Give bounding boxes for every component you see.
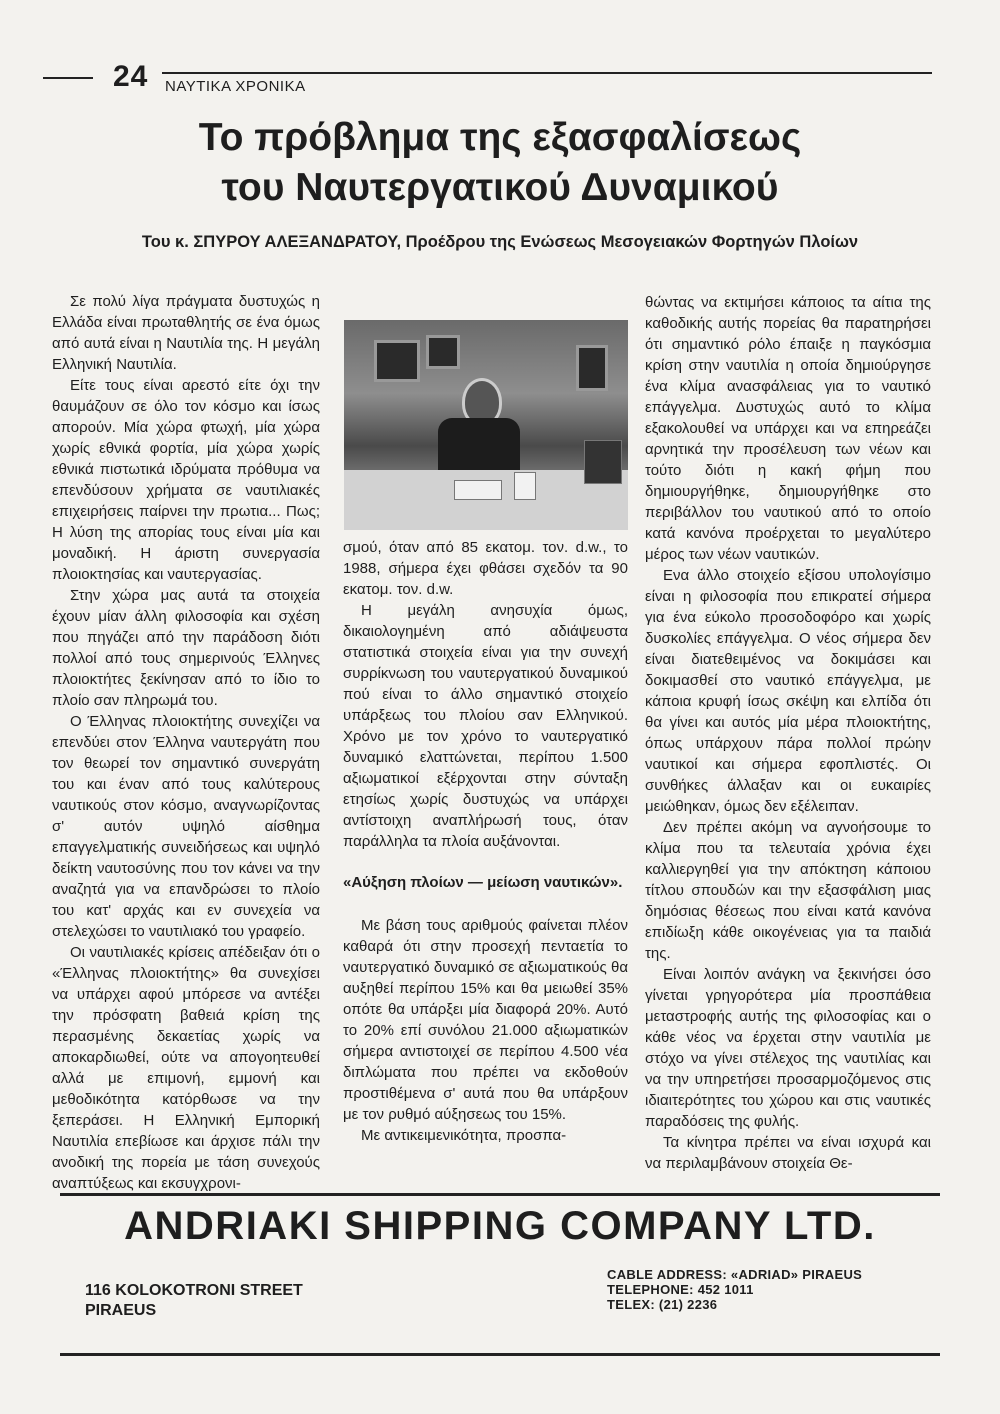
paragraph: Είναι λοιπόν ανάγκη να ξεκινήσει όσο γίνεται γρηγορότερα μία προσπάθεια μεταστροφής αυτής της φιλοσοφίας και ο κάθε νέος να έρχεται στην ναυτιλία με στόχο να γίνει στέλεχος της ναυτιλίας και να την υπηρετήσει προσαρμοζόμενος στις ιδιαιτερότητες του χώρου και στις ναυτικές παραδόσεις της φυλής. <box>645 966 931 1130</box>
article-subheading: «Αύξηση πλοίων — μείωση ναυτικών». <box>343 874 623 891</box>
article-column-2 <box>343 537 628 1146</box>
header-rule-left <box>43 77 93 79</box>
paragraph: Η μεγάλη ανησυχία όμως, δικαιολογημένη από αδιάψευστα στατιστικά στοιχεία είναι για την συνεχή συρρίκνωση του ναυτεργατικού δυναμικού πού είναι το άλλο σημαντικό στοιχείο υπάρξεως του πλοίου σαν Ελληνικού. Χρόνο με τον χρόνο το ναυτεργατικό δυναμικό ελαττώνεται, περίπου 1.500 αξιωματικοί εξέρχονται στην σύνταξη ετησίως χωρίς δυστυχώς να υπάρχει αντίστοιχη αναπλήρωσή τους, όταν παράλληλα τα πλοία αυξάνονται. <box>343 602 628 850</box>
paragraph: Ο Έλληνας πλοιοκτήτης συνεχίζει να επενδύει στον Έλληνα ναυτεργάτη που τον θεωρεί τον σημαντικό συνεργάτη του και έναν από τους καλύτερους ναυτικούς στον κόσμο, αναγνωρίζοντας σ' αυτόν υψηλό αίσθημα επαγγελματικής συνειδήσεως και υψηλό δείκτη ναυτοσύνης που τον κάνει να την αναζητά για να επανδρώσει το πλοίο του κατ' αρχάς και εν συνεχεία να στελεχώσει το ναυτιλιακό του γραφείο. <box>52 713 320 940</box>
advert-bottom-rule <box>60 1353 940 1356</box>
desk-item <box>514 472 536 500</box>
paragraph: Σε πολύ λίγα πράγματα δυστυχώς η Ελλάδα είναι πρωταθλητής σε ένα όμως από αυτά είναι η Ναυτιλία της. Η μεγάλη Ελληνική Ναυτιλία. <box>52 293 320 373</box>
paragraph: Με βάση τους αριθμούς φαίνεται πλέον καθαρά ότι στην προσεχή πενταετία το ναυτεργατικό δυναμικό σε αξιωματικούς θα αυξηθεί περίπου 15% και θα μειωθεί 35% οπότε θα υπάρξει μία διαφορά 20%. Αυτό το 20% επί συνόλου 21.000 αξιωματικών σήμερα αντιστοιχεί σε περίπου 4.500 νέα διπλώματα που πρέπει να εκδοθούν προστιθέμενα σ' αυτά που θα υπάρξουν με τον ρυθμό αύξησεως του 15%. <box>343 917 628 1123</box>
header-rule <box>162 72 932 74</box>
wall-picture <box>426 335 460 369</box>
advert-address <box>85 1281 303 1321</box>
paragraph: θώντας να εκτιμήσει κάποιος τα αίτια της καθοδικής αυτής πορείας θα παρατηρήσει ότι σημαντικό ρόλο έπαιξε η παγκόσμια κρίση στην ναυτιλία η οποία δημιούργησε ένα κλίμα ανασφάλειας για το ναυτικό επάγγελμα. Δυστυχώς αυτό το κλίμα εξακολουθεί να υπάρχει και να επηρεάζει αρνητικά την προσέλευση των νέων και τούτο διότι η κακή φήμη που δημιουργήθηκε, δημιουργήθηκε στο περιβάλλον του ναυτικού από το οποίο κατά κανόνα προέρχεται το μεγαλύτερο μέρος των νέων ναυτικών. <box>645 294 931 563</box>
article-column-1 <box>52 291 320 1194</box>
paragraph: Με αντικειμενικότητα, προσπα- <box>361 1127 567 1144</box>
wall-picture <box>576 345 608 391</box>
desk-item <box>454 480 502 500</box>
paragraph: σμού, όταν από 85 εκατομ. τον. d.w., το 1988, σήμερα έχει φθάσει σχεδόν τα 90 εκατομ. τον. d.w. <box>343 539 628 598</box>
advert-top-rule <box>60 1193 940 1196</box>
advert-city: PIRAEUS <box>85 1302 157 1319</box>
paragraph: Οι ναυτιλιακές κρίσεις απέδειξαν ότι ο «Έλληνας πλοιοκτήτης» θα συνεχίσει να υπάρχει αφού μπόρεσε να αντέξει την πρόσφατη βαθειά κρίση της περασμένης δεκαετίας χωρίς να αποκαρδιωθεί, ούτε να απογοητευθεί αλλά με επιμονή, εμμονή και μεθοδικότητα κατόρθωσε να την ξεπεράσει. Η Ελληνική Εμπορική Ναυτιλία επεβίωσε και άρχισε πάλι την ανοδική της πορεία με τάση συνεχούς αναπτύξεως και εκσυγχρονι- <box>52 944 320 1192</box>
article-title-line-1: Το πρόβλημα της εξασφαλίσεως <box>198 116 802 159</box>
photo-frame <box>584 440 622 484</box>
paragraph: Ενα άλλο στοιχείο εξίσου υπολογίσιμο είναι η φιλοσοφία που επικρατεί σήμερα για ένα εύκολο προσοδοφόρο και χωρίς δυσκολίες επάγγελμα. Ο νέος σήμερα δεν είναι διατεθειμένος να δοκιμάσει και δοκιμασθεί στο ναυτικό επάγγελμα, με κάποια κρυφή ίσως σκέψη και ελπίδα ότι θα γίνει και αυτός μία μέρα πλοιοκτήτης, όπως υπάρχουν πάρα πολλοί πρώην ναυτικοί και σήμερα εφοπλιστές. Οι συνθήκες άλλαξαν και οι ευκαιρίες μειώθηκαν, όμως δεν εξέλειπαν. <box>645 567 931 815</box>
person-body <box>438 418 520 478</box>
wall-picture <box>374 340 420 382</box>
paragraph: Δεν πρέπει ακόμη να αγνοήσουμε το κλίμα που τα τελευταία χρόνια έχει καλλιεργηθεί για την απόκτηση κάποιου τίτλου σπουδών και την εξασφάλιση μιας δημόσιας θέσεως που είναι κατά κανόνα επιδίωξη κάθε οικογένειας για τα παιδιά της. <box>645 819 931 962</box>
advert-street: 116 KOLOKOTRONI STREET <box>85 1282 303 1299</box>
article-title-line-2: του Ναυτεργατικού Δυναμικού <box>221 166 779 209</box>
advert-contact <box>607 1267 862 1312</box>
article-byline: Του κ. ΣΠΥΡΟΥ ΑΛΕΞΑΝΔΡΑΤΟΥ, Προέδρου της Ενώσεως Μεσογειακών Φορτηγών Πλοίων <box>141 233 859 251</box>
advert-telex: TELEX: (21) 2236 <box>607 1297 718 1312</box>
advert-telephone: TELEPHONE: 452 1011 <box>607 1282 754 1297</box>
paragraph: Τα κίνητρα πρέπει να είναι ισχυρά και να περιλαμβάνουν στοιχεία Θε- <box>645 1134 931 1172</box>
advert-company-name: ANDRIAKI SHIPPING COMPANY LTD. <box>124 1204 876 1248</box>
page-number: 24 <box>113 60 149 93</box>
portrait-photo <box>344 320 628 530</box>
publication-name: ΝΑΥΤΙΚΑ ΧΡΟΝΙΚΑ <box>165 78 306 95</box>
paragraph: Είτε τους είναι αρεστό είτε όχι την θαυμάζουν σε όλο τον κόσμο και ίσως απορούν. Μία χώρα φτωχή, μία χώρα χωρίς εθνικά φορτία, μία χώρα χωρίς εθνικά πιστωτικά ιδρύματα πρόθυμα να επενδύσουν χρήματα σε ναυτιλιακές επιχειρήσεις παίρνει την πρωτια... Πως; Η λύση της απορίας τους είναι μία και μοναδική. Η άριστη συνεργασία πλοιοκτησίας και ναυτεργασίας. <box>52 377 320 583</box>
paragraph: Στην χώρα μας αυτά τα στοιχεία έχουν μίαν άλλη φιλοσοφία και σχέση που πηγάζει από την παράδοση διότι πολλοί από τους σημερινούς Έλληνες πλοιοκτήτες ξεκίνησαν από το ίδιο το πλοίο σαν πληρωμά του. <box>52 587 320 709</box>
article-column-3 <box>645 292 931 1174</box>
advert-cable: CABLE ADDRESS: «ADRIAD» PIRAEUS <box>607 1267 863 1282</box>
